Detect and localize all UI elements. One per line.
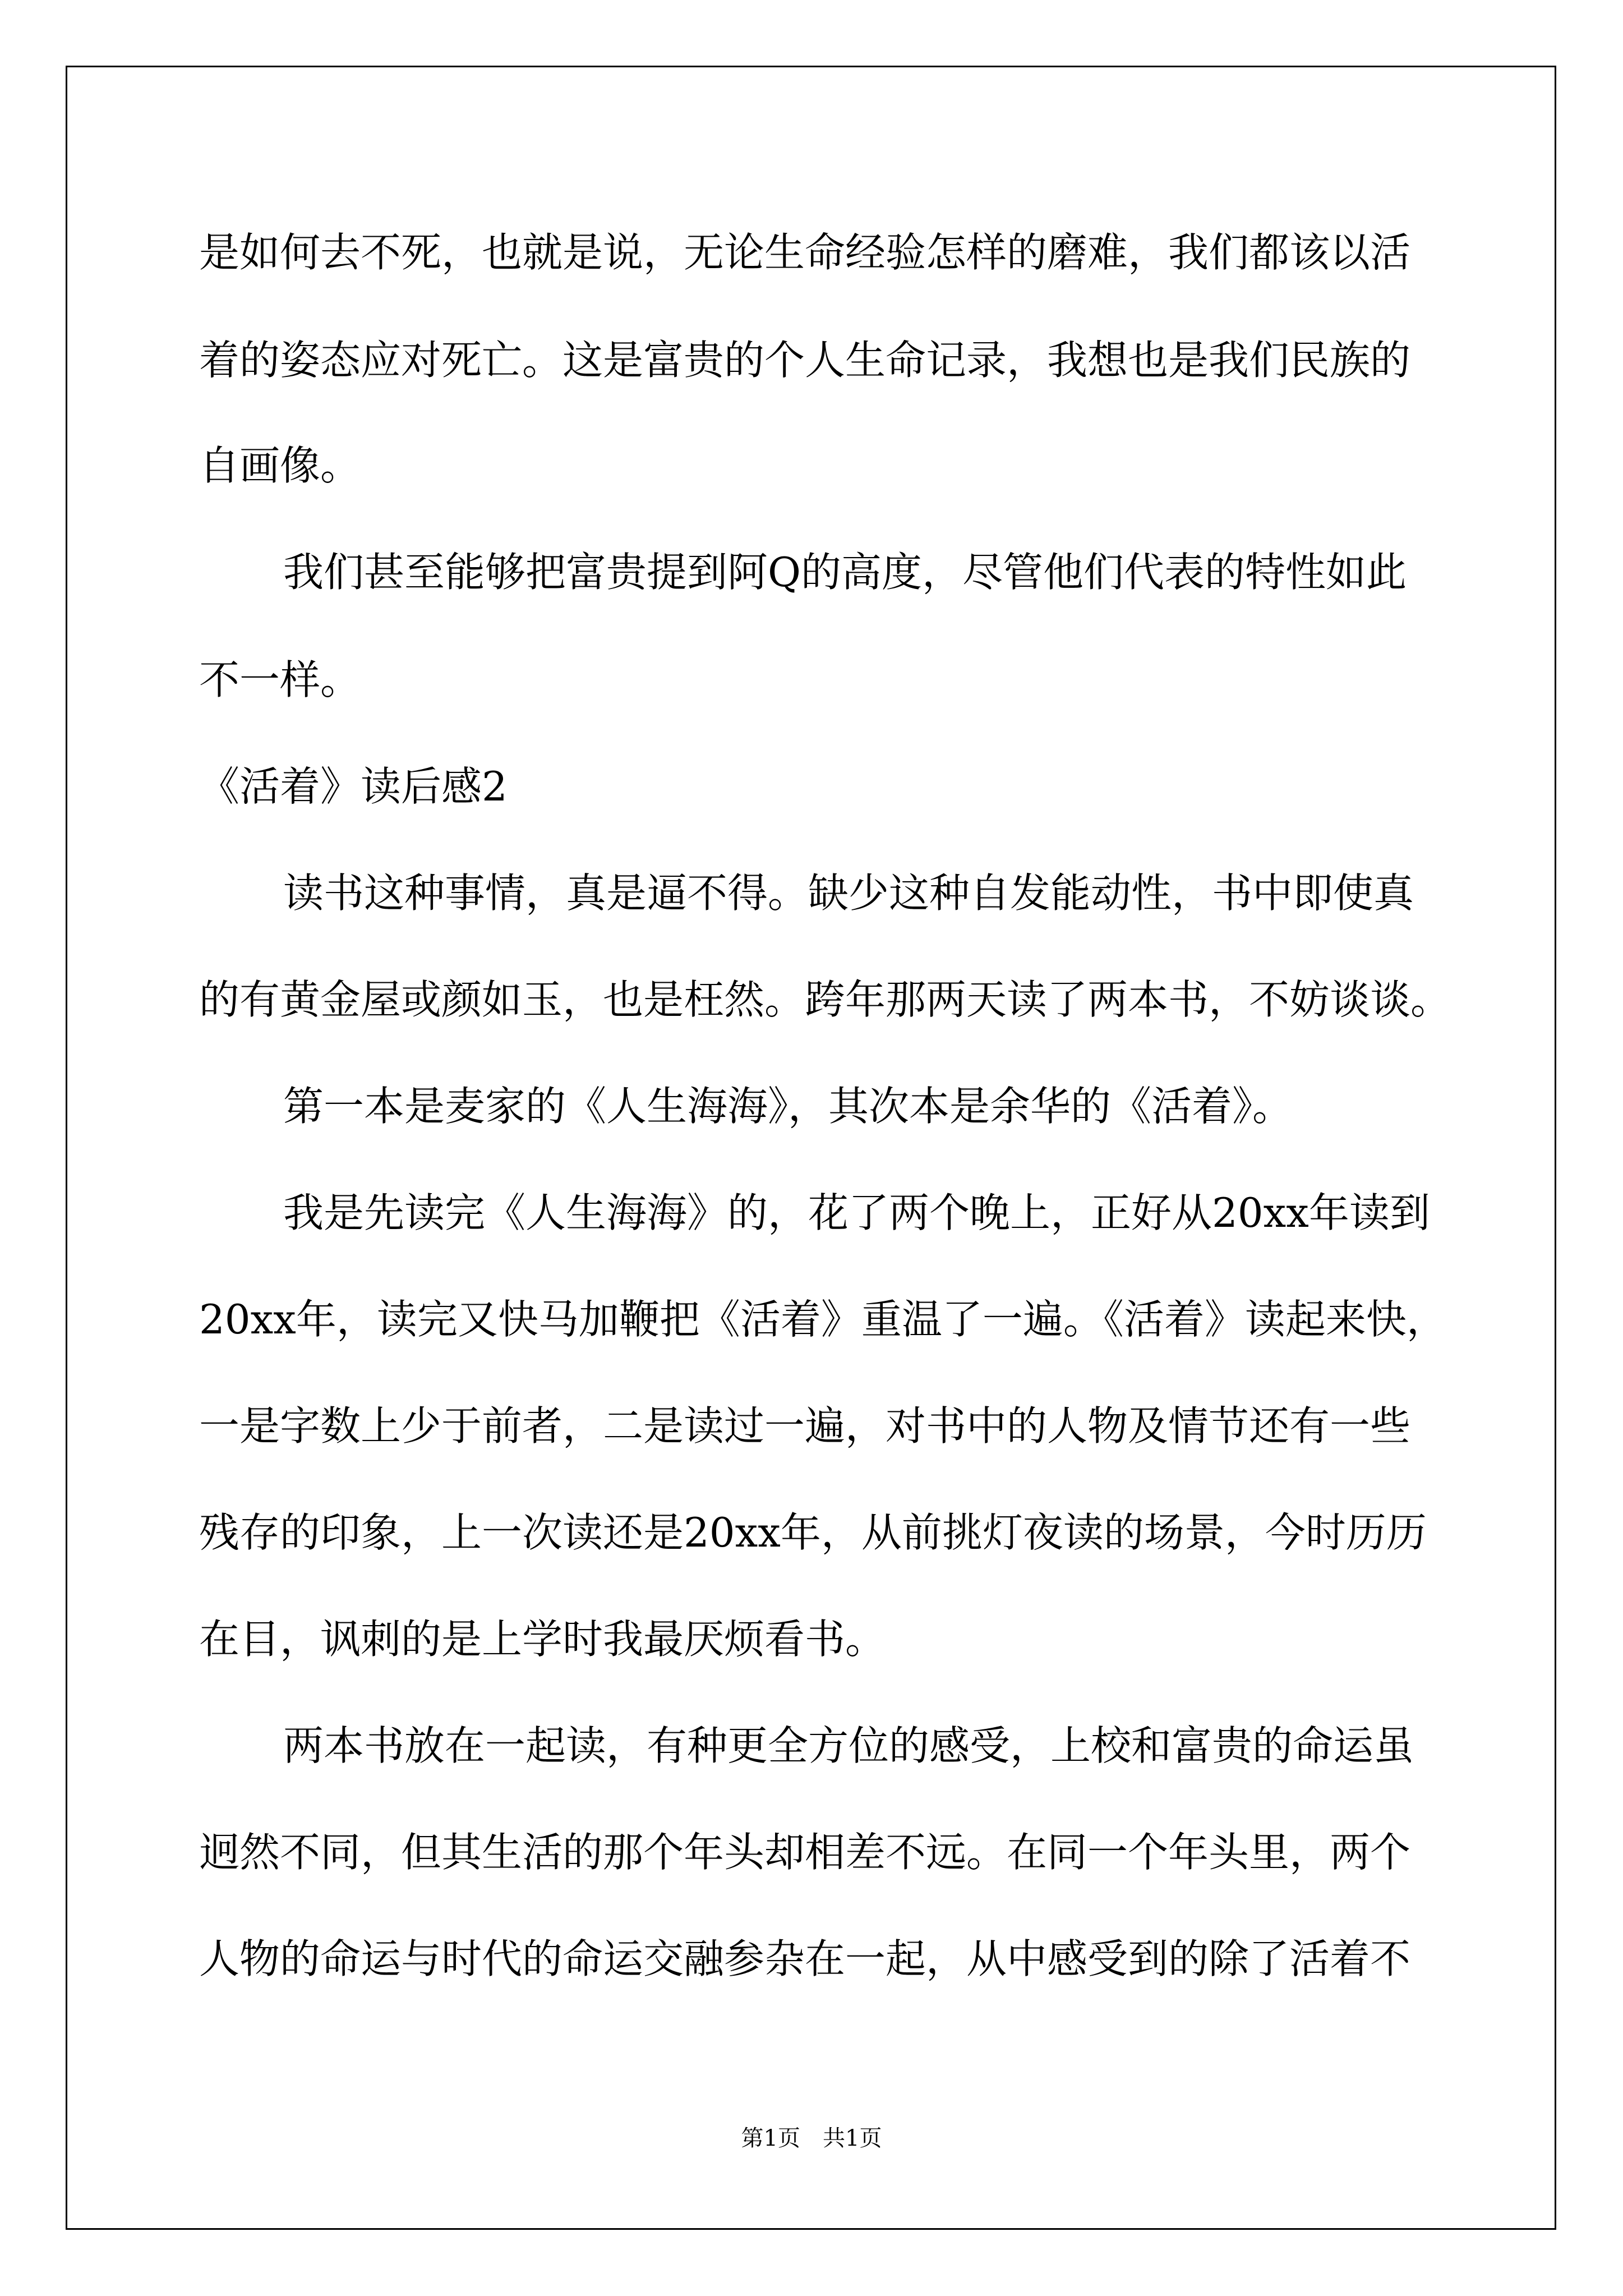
paragraph-first-line: 第一本是麦家的《人生海海》，其次本是余华的《活着》。 bbox=[283, 1083, 1293, 1130]
text-line: 人物的命运与时代的命运交融参杂在一起，从中感受到的除了活着不 bbox=[199, 1935, 1411, 1982]
text-line: 20xx年，读完又快马加鞭把《活着》重温了一遍。《活着》读起来快， bbox=[199, 1296, 1447, 1343]
text-line: 在目，讽刺的是上学时我最厌烦看书。 bbox=[199, 1616, 886, 1663]
text-line: 残存的印象，上一次读还是20xx年，从前挑灯夜读的场景，今时历历 bbox=[199, 1509, 1427, 1556]
page-border bbox=[66, 66, 1556, 2230]
text-line: 是如何去不死，也就是说，无论生命经验怎样的磨难，我们都该以活 bbox=[199, 229, 1411, 276]
page-footer: 第1页 共1页 bbox=[741, 2125, 882, 2151]
text-line: 不一样。 bbox=[199, 656, 361, 703]
paragraph-first-line: 两本书放在一起读，有种更全方位的感受，上校和富贵的命运虽 bbox=[283, 1722, 1414, 1769]
text-line: 着的姿态应对死亡。这是富贵的个人生命记录，我想也是我们民族的 bbox=[199, 337, 1411, 384]
paragraph-first-line: 我们甚至能够把富贵提到阿Q的高度，尽管他们代表的特性如此 bbox=[283, 549, 1407, 596]
paragraph-first-line: 读书这种事情，真是逼不得。缺少这种自发能动性，书中即使真 bbox=[283, 869, 1414, 917]
text-line: 一是字数上少于前者，二是读过一遍，对书中的人物及情节还有一些 bbox=[199, 1402, 1411, 1450]
text-line: 迥然不同，但其生活的那个年头却相差不远。在同一个年头里，两个 bbox=[199, 1829, 1411, 1876]
text-line: 的有黄金屋或颜如玉，也是枉然。跨年那两天读了两本书，不妨谈谈。 bbox=[199, 976, 1451, 1023]
paragraph-first-line: 我是先读完《人生海海》的，花了两个晚上，正好从20xx年读到 bbox=[283, 1189, 1430, 1236]
section-heading: 《活着》读后感2 bbox=[199, 763, 508, 810]
text-line: 自画像。 bbox=[199, 442, 361, 489]
